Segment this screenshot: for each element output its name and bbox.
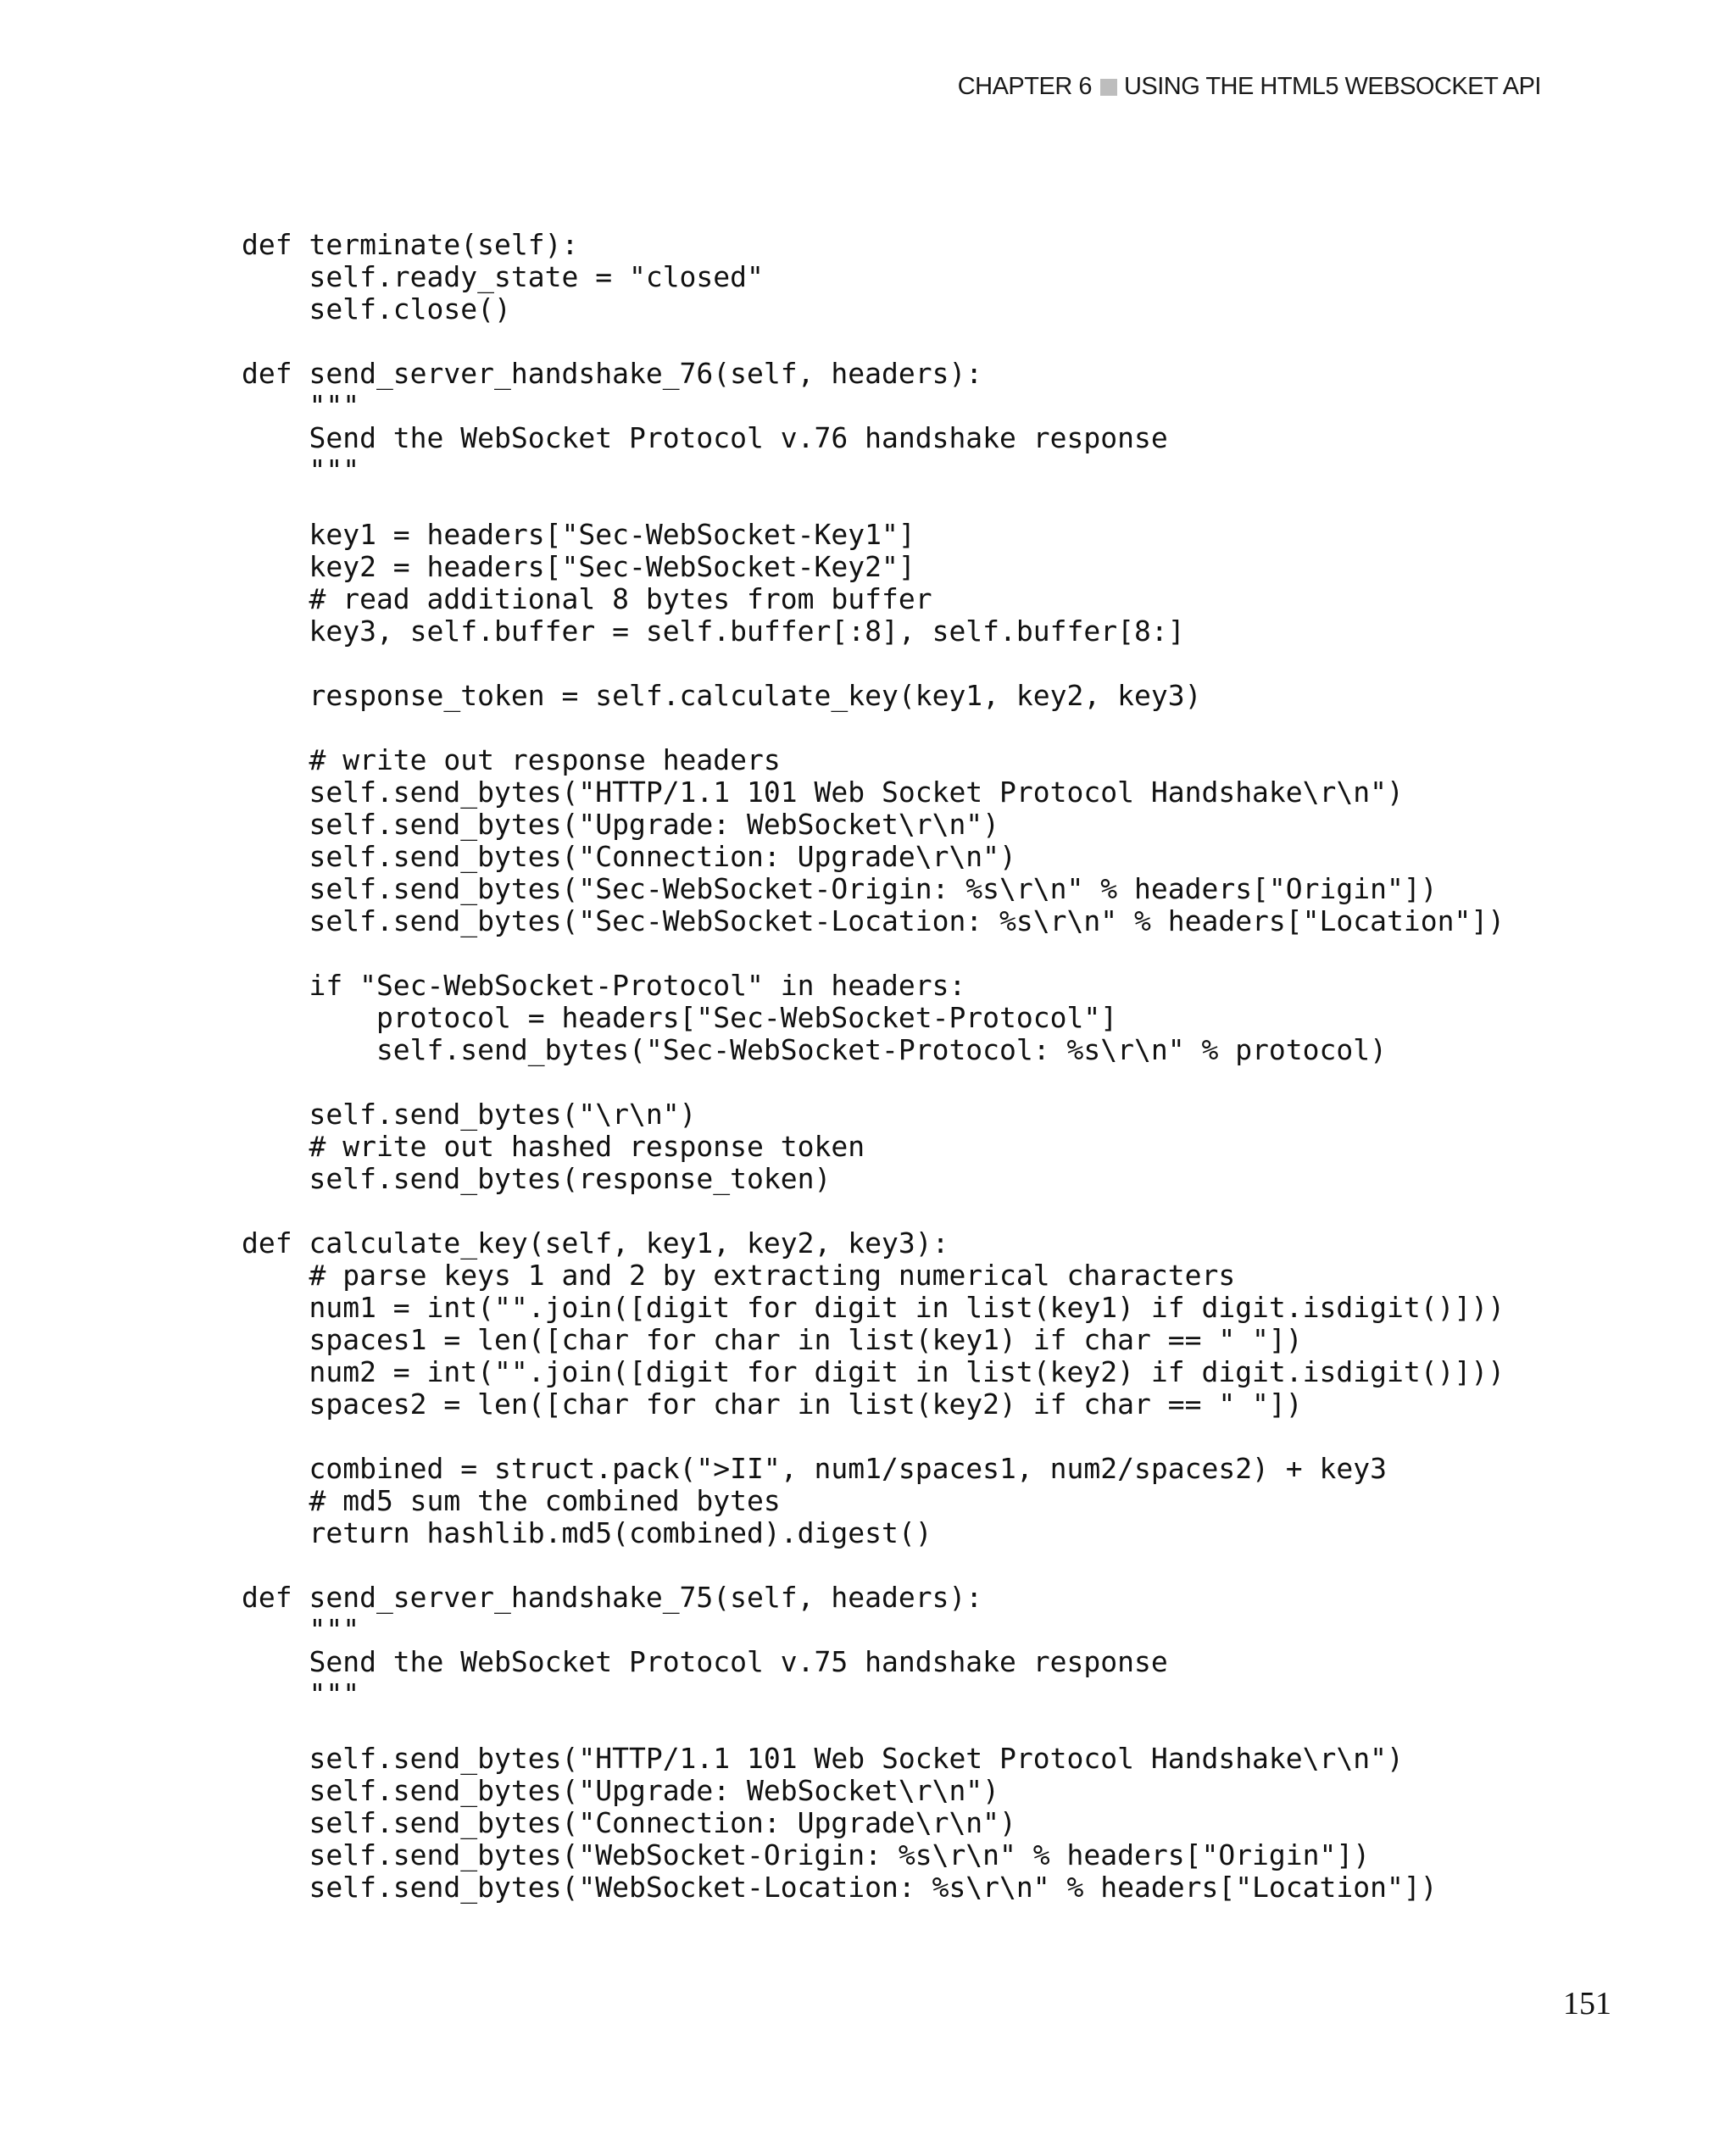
code-line: self.close()	[242, 292, 511, 325]
code-line	[242, 325, 1683, 358]
code-line: # write out hashed response token	[242, 1130, 865, 1163]
code-line: # read additional 8 bytes from buffer	[242, 582, 932, 615]
code-line	[242, 487, 1683, 519]
code-line: def terminate(self):	[242, 228, 579, 261]
code-line	[242, 1066, 1683, 1098]
code-line: """	[242, 453, 360, 487]
code-line: key3, self.buffer = self.buffer[:8], self.buffer[8:]	[242, 614, 1185, 648]
chapter-label: CHAPTER 6	[957, 73, 1092, 100]
code-line: if "Sec-WebSocket-Protocol" in headers:	[242, 969, 966, 1002]
code-line: # md5 sum the combined bytes	[242, 1484, 781, 1517]
code-line: spaces1 = len([char for char in list(key1) if char == " "])	[242, 1323, 1303, 1356]
code-line: """	[242, 1613, 360, 1646]
code-listing	[242, 229, 1683, 1904]
code-line: protocol = headers["Sec-WebSocket-Protocol"]	[242, 1001, 1118, 1034]
code-line: key1 = headers["Sec-WebSocket-Key1"]	[242, 518, 915, 551]
code-line: self.ready_state = "closed"	[242, 260, 764, 293]
code-line: self.send_bytes("Upgrade: WebSocket\r\n")	[242, 808, 1000, 841]
code-line	[242, 1549, 1683, 1582]
code-line: self.send_bytes("Connection: Upgrade\r\n")	[242, 840, 1016, 873]
code-line: def calculate_key(self, key1, key2, key3):	[242, 1226, 949, 1260]
code-line: self.send_bytes("WebSocket-Location: %s\r\n" % headers["Location"])	[242, 1871, 1438, 1904]
code-line: combined = struct.pack(">II", num1/spaces1, num2/spaces2) + key3	[242, 1452, 1388, 1485]
code-line: self.send_bytes(response_token)	[242, 1162, 832, 1195]
running-header	[958, 73, 1541, 101]
code-line: return hashlib.md5(combined).digest()	[242, 1516, 932, 1549]
page-number: 151	[1563, 1986, 1611, 2021]
code-line	[242, 648, 1683, 680]
code-line: # parse keys 1 and 2 by extracting numerical characters	[242, 1259, 1236, 1292]
code-line: self.send_bytes("Sec-WebSocket-Location: %s\r\n" % headers["Location"])	[242, 904, 1505, 937]
code-line: num2 = int("".join([digit for digit in list(key2) if digit.isdigit()]))	[242, 1355, 1505, 1388]
code-line: # write out response headers	[242, 743, 781, 776]
code-line: """	[242, 389, 360, 422]
code-line: self.send_bytes("HTTP/1.1 101 Web Socket Protocol Handshake\r\n")	[242, 776, 1404, 809]
code-line	[242, 712, 1683, 744]
code-line: spaces2 = len([char for char in list(key2) if char == " "])	[242, 1387, 1303, 1421]
code-line: def send_server_handshake_76(self, headers):	[242, 357, 983, 390]
code-line: Send the WebSocket Protocol v.75 handshake response	[242, 1645, 1168, 1678]
code-line	[242, 1195, 1683, 1227]
code-line: """	[242, 1677, 360, 1710]
code-line: key2 = headers["Sec-WebSocket-Key2"]	[242, 550, 915, 583]
code-line	[242, 1710, 1683, 1743]
code-line: self.send_bytes("WebSocket-Origin: %s\r\n" % headers["Origin"])	[242, 1838, 1371, 1871]
code-line: def send_server_handshake_75(self, headers):	[242, 1581, 983, 1614]
code-line: self.send_bytes("Connection: Upgrade\r\n")	[242, 1806, 1016, 1839]
chapter-title: USING THE HTML5 WEBSOCKET API	[1123, 73, 1541, 100]
code-line: self.send_bytes("Upgrade: WebSocket\r\n")	[242, 1774, 1000, 1807]
code-line: self.send_bytes("\r\n")	[242, 1098, 697, 1131]
code-line	[242, 937, 1683, 970]
code-line: self.send_bytes("HTTP/1.1 101 Web Socket Protocol Handshake\r\n")	[242, 1742, 1404, 1775]
header-separator-square	[1100, 79, 1117, 96]
code-line	[242, 1421, 1683, 1453]
code-line: response_token = self.calculate_key(key1, key2, key3)	[242, 679, 1202, 712]
code-line: num1 = int("".join([digit for digit in list(key1) if digit.isdigit()]))	[242, 1291, 1505, 1324]
code-line: self.send_bytes("Sec-WebSocket-Protocol: %s\r\n" % protocol)	[242, 1033, 1388, 1066]
code-line: self.send_bytes("Sec-WebSocket-Origin: %s\r\n" % headers["Origin"])	[242, 872, 1438, 905]
code-line: Send the WebSocket Protocol v.76 handshake response	[242, 421, 1168, 454]
